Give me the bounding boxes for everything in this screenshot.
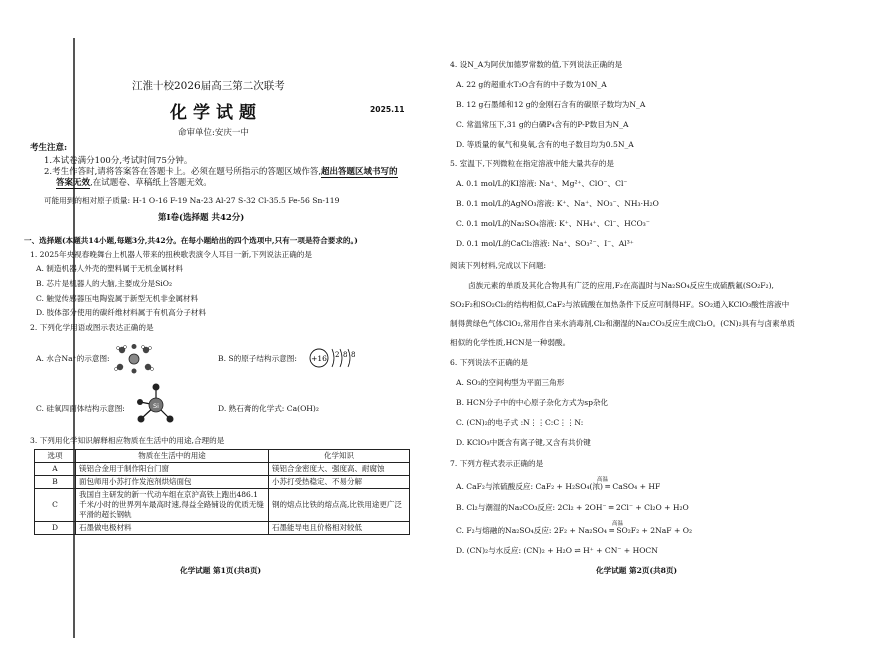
cell: 面包师用小苏打作发泡剂烘焙面包 xyxy=(76,476,269,489)
cell: 石墨做电极材料 xyxy=(76,522,269,535)
section-instructions: 一、选择题(本题共14小题,每题3分,共42分。在每小题给出的四个选项中,只有一项是符合要求的。) xyxy=(24,236,358,245)
q1-stem: 1. 2025年央视春晚舞台上机器人带来的扭秧歌表演令人耳目一新,下列说法正确的是 xyxy=(30,250,312,259)
reading-p1: 卤族元素的单质及其化合物具有广泛的应用,F₂在高温时与Na₂SO₄反应生成硫酰氟(SO₂F₂), xyxy=(468,281,774,290)
cell: 我国自主研发的新一代动车组在京沪高铁上跑出486.1千米/小时的世界列车最高时速,得益全路铺设的优质无缝平滑的超长钢轨 xyxy=(76,489,269,522)
q5-option-d: D. 0.1 mol/L的CaCl₂溶液: Na⁺、SO₃²⁻、I⁻、Al³⁺ xyxy=(456,239,634,248)
q2-option-c: C. 硅氧四面体结构示意图: xyxy=(36,404,125,413)
reading-p2: SO₂F₂和SO₂Cl₂的结构相似,CaF₂与浓硫酸在加热条件下反应可制得HF。SO₂通入KClO₃酸性溶液中 xyxy=(450,300,790,309)
q1-option-b: B. 芯片是机器人的大脑,主要成分是SiO₂ xyxy=(36,279,173,288)
cell: 石墨能导电且价格相对较低 xyxy=(269,522,410,535)
q6-option-a: A. SO₃的空间构型为平面三角形 xyxy=(456,378,565,387)
q5-option-c: C. 0.1 mol/L的Na₂SO₄溶液: K⁺、NH₄⁺、Cl⁻、HCO₃⁻ xyxy=(456,219,650,228)
q6-option-d: D. KClO₃中既含有离子键,又含有共价键 xyxy=(456,438,591,447)
author-unit: 命审单位:安庆一中 xyxy=(178,128,249,138)
q7-option-a: A. CaF₂与浓硫酸反应: CaF₂ + H₂SO₄(浓) ═ CaSO₄ + HF xyxy=(456,482,661,491)
nucleus-charge: +16 xyxy=(311,354,327,363)
col-usage: 物质在生活中的用途 xyxy=(76,450,269,463)
footer-page-1: 化学试题 第1页(共8页) xyxy=(180,566,262,575)
shell-1-count: 2 xyxy=(335,351,340,359)
table-row xyxy=(35,489,410,522)
q5-option-b: B. 0.1 mol/L的AgNO₃溶液: K⁺、Na⁺、NO₃⁻、NH₃·H₂O xyxy=(456,199,659,208)
table-row xyxy=(35,476,410,489)
q7-a-condition: 高温 xyxy=(597,477,609,483)
q4-option-c: C. 常温常压下,31 g的白磷P₄含有的P-P数目为N_A xyxy=(456,120,629,129)
col-knowledge: 化学知识 xyxy=(269,450,410,463)
q4-option-b: B. 12 g石墨烯和12 g的金刚石含有的碳原子数均为N_A xyxy=(456,100,646,109)
q2-option-b: B. S的原子结构示意图: xyxy=(218,354,297,363)
notice-item-2-cont: 答案无效,在试题卷、草稿纸上答题无效。 xyxy=(56,178,212,188)
cell: 钢的熔点比铁的熔点高,比铁用途更广泛 xyxy=(269,489,410,522)
si-label: Si xyxy=(153,402,159,410)
q4-option-d: D. 等质量的氧气和臭氧,含有的电子数目均为0.5N_A xyxy=(456,140,634,149)
notice-item-1: 1.本试卷满分100分,考试时间75分钟。 xyxy=(44,156,193,166)
cell: 镁铝合金密度大、强度高、耐腐蚀 xyxy=(269,463,410,476)
table-row xyxy=(35,522,410,535)
cell: 小苏打受热稳定、不易分解 xyxy=(269,476,410,489)
cell: B xyxy=(35,476,76,489)
atomic-masses: 可能用到的相对原子质量: H-1 O-16 F-19 Na-23 Al-27 S-32 Cl-35.5 Fe-56 Sn-119 xyxy=(44,196,340,205)
q1-option-c: C. 触觉传感器压电陶瓷属于新型无机非金属材料 xyxy=(36,294,199,303)
q7-option-c: C. F₂与熔融的Na₂SO₄反应: 2F₂ + Na₂SO₄ ═ SO₂F₂ + 2NaF + O₂ xyxy=(456,526,693,535)
cell: C xyxy=(35,489,76,522)
shell-3-count: 8 xyxy=(351,351,356,359)
q1-option-d: D. 肢体部分使用的碳纤维材料属于有机高分子材料 xyxy=(36,308,207,317)
hydrated-sodium-diagram xyxy=(114,344,154,374)
q6-option-b: B. HCN分子中的中心原子杂化方式为sp杂化 xyxy=(456,398,609,407)
exam-title: 江淮十校2026届高三第二次联考 xyxy=(132,80,285,92)
exam-date: 2025.11 xyxy=(370,105,405,114)
binding-line xyxy=(73,38,75,638)
q2-option-a: A. 水合Na⁺的示意图: xyxy=(36,354,110,363)
table-row xyxy=(35,463,410,476)
subject-title: 化学试题 xyxy=(170,103,262,123)
reading-p3: 制得黄绿色气体ClO₂,常用作自来水消毒剂,Cl₂和潮湿的Na₂CO₃反应生成Cl₂O。(CN)₂具有与卤素单质 xyxy=(450,319,795,328)
section-title: 第Ⅰ卷(选择题 共42分) xyxy=(158,213,245,223)
shell-2-count: 8 xyxy=(343,351,348,359)
q4-option-a: A. 22 g的超重水T₂O含有的中子数为10N_A xyxy=(456,80,607,89)
cell: 镁铝合金用于制作阳台门窗 xyxy=(76,463,269,476)
notice-heading: 考生注意: xyxy=(30,143,68,153)
q7-option-b: B. Cl₂与潮湿的Na₂CO₃反应: 2Cl₂ + 2OH⁻ ═ 2Cl⁻ + Cl₂O + H₂O xyxy=(456,503,689,512)
cell: D xyxy=(35,522,76,535)
q5-stem: 5. 室温下,下列微粒在指定溶液中能大量共存的是 xyxy=(450,159,614,168)
notice-item-2: 2.考生作答时,请将答案答在答题卡上。必须在题号所指示的答题区域作答,超出答题区域书写的 xyxy=(44,167,398,177)
q7-stem: 7. 下列方程式表示正确的是 xyxy=(450,459,544,468)
cell: A xyxy=(35,463,76,476)
q7-option-d: D. (CN)₂与水反应: (CN)₂ + H₂O ⇌ H⁺ + CN⁻ + HOCN xyxy=(456,546,658,555)
q1-option-a: A. 制造机器人外壳的塑料属于无机金属材料 xyxy=(36,264,183,273)
q7-c-condition: 高温 xyxy=(612,521,624,527)
q5-option-a: A. 0.1 mol/L的KI溶液: Na⁺、Mg²⁺、ClO⁻、Cl⁻ xyxy=(456,179,628,188)
q3-stem: 3. 下列用化学知识解释相应物质在生活中的用途,合理的是 xyxy=(30,436,225,445)
sulfur-atom-structure-diagram xyxy=(308,346,358,370)
reading-p4: 相似的化学性质,HCN是一种弱酸。 xyxy=(450,338,571,347)
reading-intro: 阅读下列材料,完成以下问题: xyxy=(450,261,547,270)
q2-stem: 2. 下列化学用语或图示表达正确的是 xyxy=(30,323,154,332)
q3-table xyxy=(34,449,410,535)
footer-page-2: 化学试题 第2页(共8页) xyxy=(596,566,678,575)
q6-option-c: C. (CN)₂的电子式 :N⋮⋮C:C⋮⋮N: xyxy=(456,418,584,427)
q4-stem: 4. 设N_A为阿伏加德罗常数的值,下列说法正确的是 xyxy=(450,60,623,69)
col-option: 选项 xyxy=(35,450,76,463)
q2-option-d: D. 熟石膏的化学式: Ca(OH)₂ xyxy=(218,404,319,413)
silicon-oxygen-tetrahedron-diagram xyxy=(136,382,176,426)
q6-stem: 6. 下列说法不正确的是 xyxy=(450,358,529,367)
table-header-row xyxy=(35,450,410,463)
